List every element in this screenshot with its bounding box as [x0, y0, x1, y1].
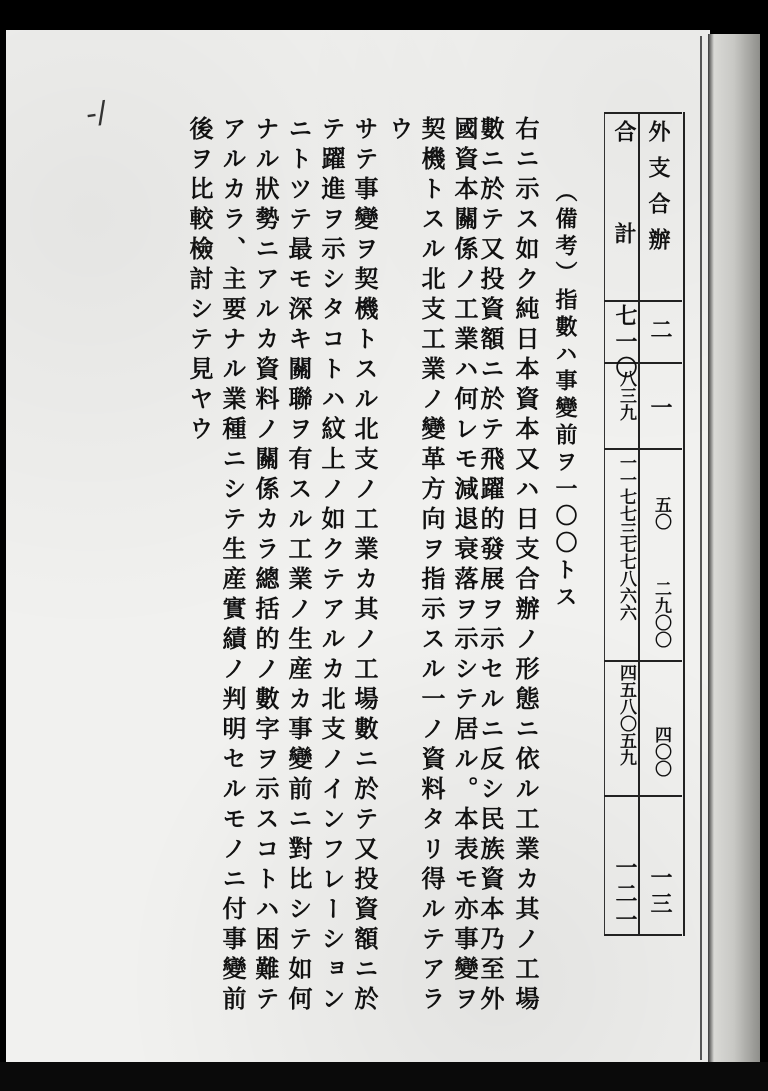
scan-border-top: [0, 0, 768, 32]
text-column: 後ヲ比較檢討シテ見ヤウ: [185, 116, 214, 446]
text-column: ナル狀勢ニアルカ資料ノ關係カラ總括的ノ數字ヲ示スコトハ困難テ: [251, 116, 280, 1016]
text-column: テ躍進ヲ示シタコトハ紋上ノ如クテアルカ北支ノインフレーション: [317, 116, 346, 1016]
text-column: アルカラ、主要ナル業種ニシテ生産實績ノ判明セルモノニ付事變前: [218, 116, 247, 1016]
text-column: 契機トスル北支工業ノ變革方向ヲ指示スル一ノ資料タリ得ルテアラ: [417, 116, 446, 1016]
table-rule: [604, 795, 682, 797]
binding-line: [700, 36, 702, 1060]
table-cell: 五〇: [651, 496, 671, 530]
text-column: サテ事變ヲ契機トスル北支ノ工業カ其ノ工場數ニ於テ又投資額ニ於: [350, 116, 379, 1016]
table-cell: 一二一: [612, 856, 638, 934]
table-cell: 四五八〇五九: [616, 664, 636, 766]
text-column: 國資本關係ノ工業ハ何レモ減退衰落ヲ示シテ居ル。本表モ亦事變ヲ: [450, 116, 479, 1016]
table-cell: 一: [647, 396, 673, 422]
scan-border-bottom: [0, 1062, 768, 1091]
table-rule-bottom: [604, 934, 682, 936]
table-cell: 七一〇: [612, 304, 638, 382]
table-header-category: 外支合辦: [645, 120, 671, 264]
notes-line: （備考）指數ハ事變前ヲ一〇〇トス: [552, 180, 578, 612]
table-rule: [604, 448, 682, 450]
table-cell: 一一七七三: [616, 454, 636, 539]
text-column: 右ニ示ス如ク純日本資本又ハ日支合辦ノ形態ニ依ル工業カ其ノ工場: [511, 116, 540, 1016]
table-header-total: 合計: [611, 120, 637, 324]
text-column: 數ニ於テ又投資額ニ於テ飛躍的發展ヲ示セルニ反シ民族資本乃至外: [476, 116, 505, 1016]
table-cell: 八三九: [616, 370, 636, 421]
table-cell: 一三: [647, 866, 673, 918]
page-edge: [708, 34, 760, 1062]
table-cell: 七七八六六: [616, 536, 636, 621]
table-rule: [604, 660, 682, 662]
table-cell: 二: [647, 318, 673, 344]
text-column: ウ: [385, 116, 414, 146]
table-rule-top: [604, 112, 682, 114]
table-cell: 四〇〇: [651, 726, 671, 777]
table-cell: 二九〇〇: [651, 580, 671, 648]
text-column: ニトツテ最モ深キ關聯ヲ有スル工業ノ生産カ事變前ニ對比シテ如何: [284, 116, 313, 1016]
margin-mark: -/: [83, 94, 110, 133]
